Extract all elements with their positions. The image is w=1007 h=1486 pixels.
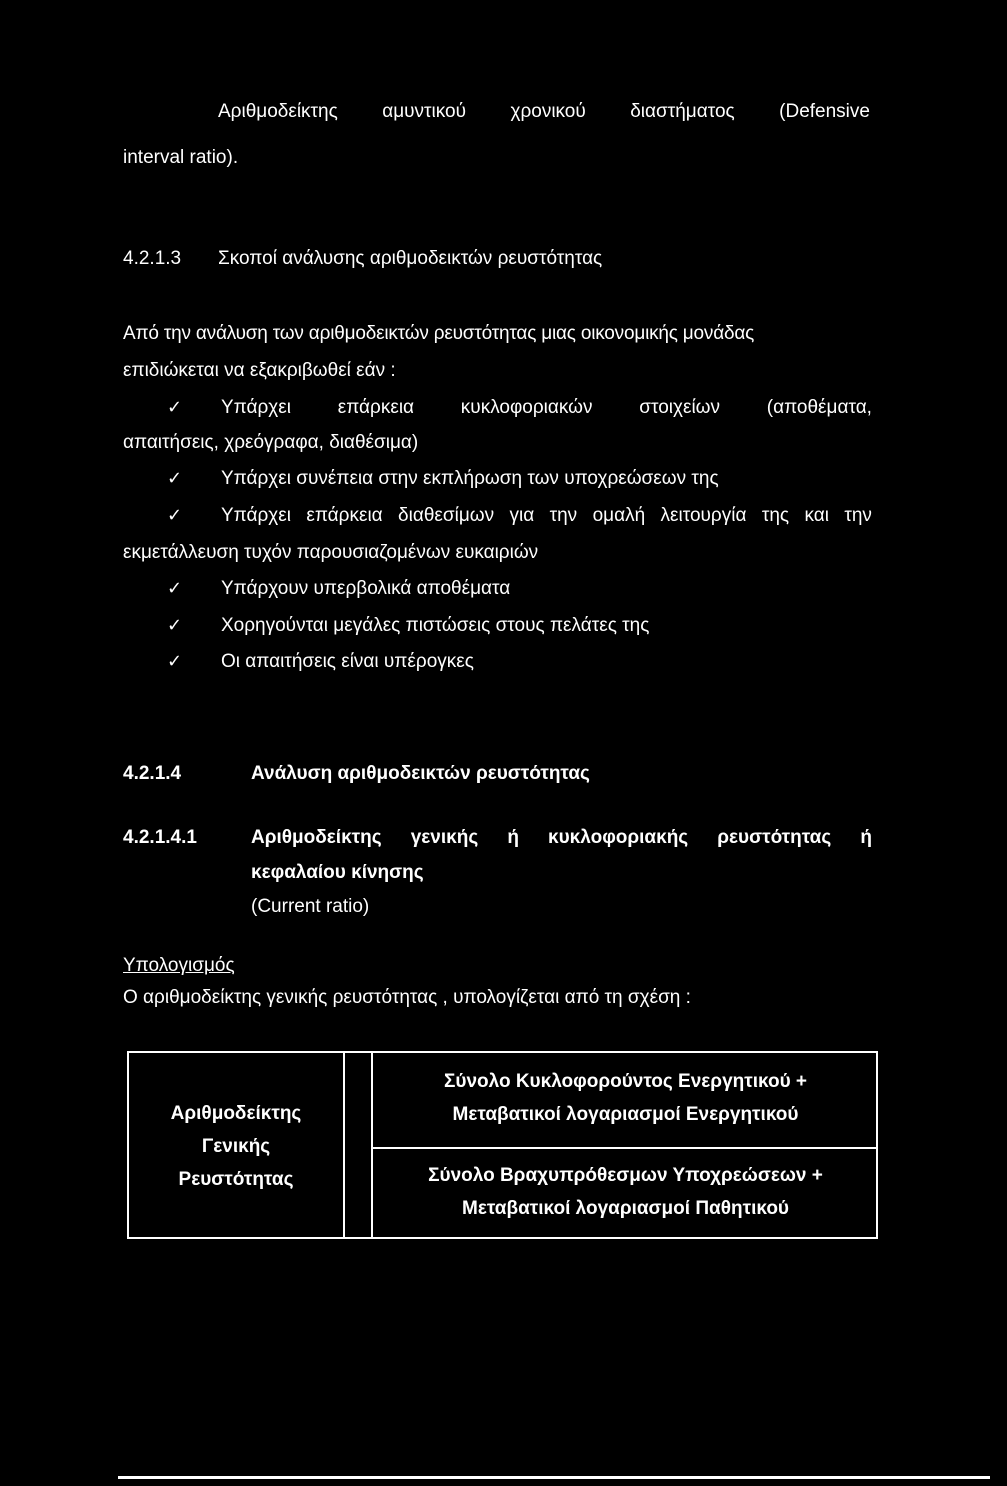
formula-left-line-2: Γενικής [201,1136,271,1157]
list-item-word: Υπάρχει [221,505,291,526]
list-item-word: επάρκεια [337,397,415,418]
formula-left-line-1: Αριθμοδείκτης [170,1103,302,1124]
fraction-bar [371,1147,878,1149]
section-42141-title-line-1 [251,826,872,850]
section-4213-para-line-2: επιδιώκεται να εξακριβωθεί εάν : [123,360,396,381]
list-item-word: λειτουργία [660,505,747,526]
formula-numerator-line-2: Μεταβατικοί λογαριασμοί Ενεργητικού [452,1104,799,1125]
list-item-word: διαθεσίμων [398,505,495,526]
calculation-heading: Υπολογισμός [123,955,235,976]
title-word: κυκλοφοριακής [548,827,689,848]
formula-left-line-3: Ρευστότητας [178,1169,294,1190]
list-item-3-line-2: εκμετάλλευση τυχόν παρουσιαζομένων ευκαιριών [123,542,539,563]
intro-line-2: interval ratio). [123,147,239,168]
list-item-word: ομαλή [592,505,646,526]
intro-word: χρονικού [510,101,586,122]
title-word: γενικής [410,827,479,848]
intro-word: (Defensive [779,101,870,122]
section-42141-subtitle: (Current ratio) [251,896,370,917]
check-icon: ✓ [167,578,183,599]
check-icon: ✓ [167,397,183,418]
check-icon: ✓ [167,468,183,489]
section-42141-number: 4.2.1.4.1 [123,827,197,848]
section-4213-title: Σκοποί ανάλυσης αριθμοδεικτών ρευστότητας [218,248,603,269]
intro-line-1 [218,100,870,124]
title-word: ρευστότητας [717,827,832,848]
title-word: ή [507,827,519,848]
list-item-word: (αποθέματα, [766,397,872,418]
list-item-3-line-1 [221,504,872,528]
list-item-word: επάρκεια [306,505,383,526]
check-icon: ✓ [167,651,183,672]
list-item-4: Υπάρχουν υπερβολικά αποθέματα [221,578,511,599]
list-item-1-line-2: απαιτήσεις, χρεόγραφα, διαθέσιμα) [123,432,419,453]
section-4214-title: Ανάλυση αριθμοδεικτών ρευστότητας [251,763,590,784]
intro-word: Αριθμοδείκτης [218,101,338,122]
section-42141-title-line-2: κεφαλαίου κίνησης [251,862,424,883]
formula-divider-left [343,1051,345,1239]
list-item-1-line-1 [221,396,872,420]
title-word: ή [860,827,872,848]
list-item-word: και [804,505,829,526]
list-item-2: Υπάρχει συνέπεια στην εκπλήρωση των υποχρεώσεων της [221,468,719,489]
intro-word: αμυντικού [382,101,467,122]
section-4214-number: 4.2.1.4 [123,763,182,784]
formula-denominator-line-2: Μεταβατικοί λογαριασμοί Παθητικού [462,1198,789,1219]
calculation-text: Ο αριθμοδείκτης γενικής ρευστότητας , υπολογίζεται από τη σχέση : [123,987,691,1008]
footer-rule [118,1476,990,1479]
formula-numerator-line-1: Σύνολο Κυκλοφορούντος Ενεργητικού + [443,1071,807,1092]
check-icon: ✓ [167,615,183,636]
list-item-word: την [844,505,872,526]
list-item-6: Οι απαιτήσεις είναι υπέρογκες [221,651,474,672]
list-item-word: την [549,505,578,526]
formula-denominator-line-1: Σύνολο Βραχυπρόθεσμων Υποχρεώσεων + [428,1165,823,1186]
section-4213-number: 4.2.1.3 [123,248,182,269]
list-item-word: κυκλοφοριακών [460,397,593,418]
list-item-word: της [761,505,790,526]
title-word: Αριθμοδείκτης [251,827,382,848]
list-item-word: για [509,505,535,526]
list-item-word: Υπάρχει [221,397,291,418]
check-icon: ✓ [167,505,183,526]
section-4213-para-line-1: Από την ανάλυση των αριθμοδεικτών ρευστότητας μιας οικονομικής μονάδας [123,323,755,344]
list-item-word: στοιχείων [639,397,720,418]
intro-word: διαστήματος [630,101,735,122]
list-item-5: Χορηγούνται μεγάλες πιστώσεις στους πελάτες της [221,615,650,636]
